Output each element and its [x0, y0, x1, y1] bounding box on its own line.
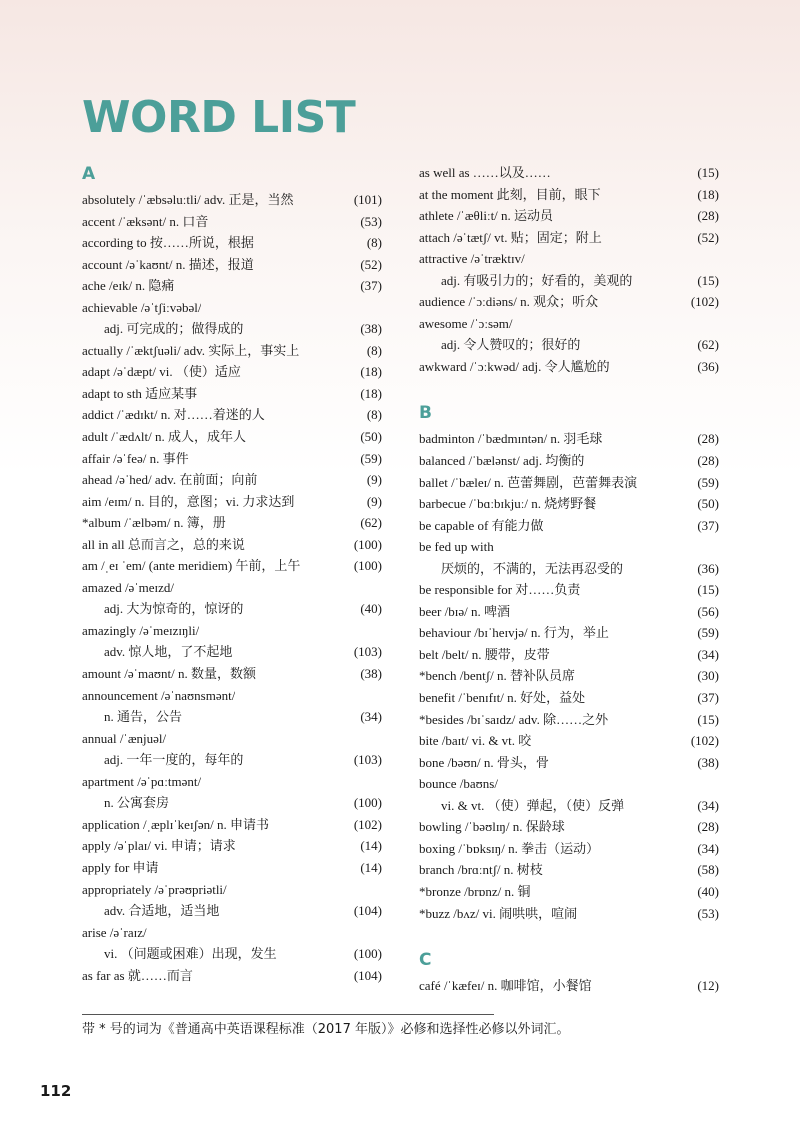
word-entry	[419, 162, 719, 184]
word-entry	[419, 450, 719, 472]
word-entry	[419, 709, 719, 731]
entry-headword-line	[82, 232, 382, 254]
entry-text: account /əˈkaʊnt/ n. 描述，报道	[82, 256, 254, 272]
word-entry	[419, 313, 719, 356]
word-entry	[82, 297, 382, 340]
entry-headword-line	[419, 472, 719, 494]
entry-headword-line	[82, 254, 382, 276]
entry-text: as well as ……以及……	[419, 165, 551, 180]
entry-text: amazingly /əˈmeɪzɪŋli/	[82, 622, 200, 638]
entry-headword-line	[419, 975, 719, 997]
word-entry	[419, 975, 719, 997]
word-entry	[82, 189, 382, 211]
entry-unit-page	[376, 685, 382, 707]
entry-unit-page: (38)	[360, 321, 382, 337]
entry-definition-line	[419, 795, 719, 817]
entry-headword-line	[82, 663, 382, 685]
entry-unit-page	[376, 922, 382, 944]
entry-headword-line	[419, 644, 719, 666]
word-entry	[82, 211, 382, 233]
entry-text: adj. 可完成的；做得成的	[104, 321, 244, 337]
word-entry	[419, 428, 719, 450]
entry-unit-page: (40)	[697, 883, 719, 899]
word-entry	[82, 965, 382, 987]
entry-unit-page: (8)	[366, 407, 382, 423]
entry-unit-page: (30)	[697, 668, 719, 684]
footnote: 带 * 号的词为《普通高中英语课程标准（2017 年版）》必修和选择性必修以外词汇。	[82, 1022, 570, 1037]
entry-definition-line	[82, 706, 382, 728]
entry-headword-line	[82, 275, 382, 297]
entry-unit-page: (59)	[697, 625, 719, 641]
entry-unit-page: (14)	[360, 859, 382, 875]
entry-headword-line	[419, 838, 719, 860]
word-entry	[419, 903, 719, 925]
entry-headword-line	[82, 189, 382, 211]
word-list-column-right	[419, 162, 719, 997]
word-entry	[419, 536, 719, 579]
word-entry	[419, 601, 719, 623]
entry-text: benefit /ˈbenɪfɪt/ n. 好处，益处	[419, 690, 586, 706]
entry-unit-page: (34)	[697, 646, 719, 662]
entry-unit-page: (62)	[697, 337, 719, 353]
entry-headword-line	[82, 879, 382, 901]
entry-text: according to 按……所说，根据	[82, 235, 254, 251]
entry-headword-line	[82, 426, 382, 448]
entry-text: adv. 惊人地，了不起地	[104, 644, 233, 660]
entry-headword-line	[419, 536, 719, 558]
word-entry	[419, 227, 719, 249]
entry-headword-line	[419, 730, 719, 752]
entry-headword-line	[419, 184, 719, 206]
entry-headword-line	[419, 205, 719, 227]
entry-definition-line	[82, 641, 382, 663]
word-entry	[82, 685, 382, 728]
entry-text: bite /baɪt/ vi. & vt. 咬	[419, 733, 532, 749]
entry-text: *buzz /bʌz/ vi. 闹哄哄，喧闹	[419, 905, 578, 921]
entry-definition-line	[419, 270, 719, 292]
entry-unit-page: (59)	[360, 450, 382, 466]
entry-headword-line	[82, 491, 382, 513]
entry-text: adapt to sth 适应某事	[82, 385, 198, 401]
entry-text: annual /ˈænjuəl/	[82, 730, 167, 746]
entry-text: actually /ˈæktʃuəli/ adv. 实际上，事实上	[82, 342, 300, 358]
entry-text: at the moment 此刻，目前，眼下	[419, 186, 601, 202]
entry-headword-line	[419, 881, 719, 903]
word-entry	[419, 644, 719, 666]
entry-unit-page	[713, 536, 719, 558]
entry-headword-line	[82, 835, 382, 857]
entry-text: vi. （问题或困难）出现，发生	[104, 946, 277, 962]
word-entry	[82, 404, 382, 426]
entry-unit-page: (36)	[697, 560, 719, 576]
word-entry	[82, 512, 382, 534]
entry-headword-line	[419, 493, 719, 515]
entry-unit-page: (28)	[697, 208, 719, 224]
entry-definition-line	[82, 318, 382, 340]
entry-text: adj. 令人赞叹的；很好的	[441, 337, 581, 353]
entry-headword-line	[419, 709, 719, 731]
entry-text: boxing /ˈbɒksɪŋ/ n. 拳击（运动）	[419, 840, 600, 856]
entry-unit-page: (100)	[353, 558, 382, 574]
word-entry	[82, 361, 382, 383]
entry-unit-page: (53)	[360, 213, 382, 229]
entry-text: barbecue /ˈbɑːbɪkjuː/ n. 烧烤野餐	[419, 496, 597, 512]
entry-unit-page: (14)	[360, 838, 382, 854]
entry-text: be capable of 有能力做	[419, 517, 544, 533]
entry-unit-page	[376, 771, 382, 793]
entry-headword-line	[419, 313, 719, 335]
word-entry	[419, 515, 719, 537]
entry-headword-line	[82, 404, 382, 426]
word-entry	[82, 254, 382, 276]
entry-definition-line	[82, 598, 382, 620]
entry-headword-line	[419, 859, 719, 881]
entry-unit-page: (58)	[697, 862, 719, 878]
entry-text: branch /brɑːntʃ/ n. 树枝	[419, 862, 543, 878]
entry-unit-page: (28)	[697, 453, 719, 469]
entry-text: balanced /ˈbælənst/ adj. 均衡的	[419, 453, 585, 469]
entry-text: adj. 一年一度的，每年的	[104, 752, 244, 768]
word-entry	[419, 859, 719, 881]
entry-headword-line	[419, 816, 719, 838]
entry-unit-page	[376, 577, 382, 599]
entry-unit-page: (62)	[360, 515, 382, 531]
entry-headword-line	[82, 555, 382, 577]
page-title: WORD LIST	[82, 92, 356, 143]
entry-headword-line	[419, 248, 719, 270]
entry-text: achievable /əˈtʃiːvəbəl/	[82, 299, 202, 315]
entry-headword-line	[419, 291, 719, 313]
word-entry	[419, 291, 719, 313]
entry-text: ache /eɪk/ n. 隐痛	[82, 278, 175, 294]
entry-text: announcement /əˈnaʊnsmənt/	[82, 687, 236, 703]
word-entry	[82, 232, 382, 254]
word-entry	[419, 493, 719, 515]
entry-unit-page: (102)	[353, 816, 382, 832]
word-entry	[419, 622, 719, 644]
entry-unit-page: (9)	[366, 472, 382, 488]
section-letter: A	[82, 164, 96, 184]
entry-headword-line	[82, 857, 382, 879]
entry-headword-line	[419, 579, 719, 601]
entry-text: badminton /ˈbædmɪntən/ n. 羽毛球	[419, 431, 603, 447]
entry-unit-page: (18)	[697, 186, 719, 202]
entry-text: apartment /əˈpɑːtmənt/	[82, 773, 202, 789]
entry-text: adj. 大为惊奇的，惊讶的	[104, 601, 244, 617]
word-entry	[82, 663, 382, 685]
entry-unit-page: (8)	[366, 235, 382, 251]
entry-text: be fed up with	[419, 539, 494, 555]
word-entry	[82, 340, 382, 362]
entry-definition-line	[419, 334, 719, 356]
entry-text: *bench /bentʃ/ n. 替补队员席	[419, 668, 575, 684]
entry-headword-line	[419, 356, 719, 378]
entry-definition-line	[82, 749, 382, 771]
entry-unit-page	[376, 620, 382, 642]
entry-headword-line	[419, 665, 719, 687]
entry-text: bounce /baʊns/	[419, 776, 498, 792]
entry-headword-line	[82, 383, 382, 405]
word-entry	[419, 773, 719, 816]
entry-headword-line	[419, 450, 719, 472]
section-letter: C	[419, 950, 432, 971]
entry-text: addict /ˈædɪkt/ n. 对……着迷的人	[82, 407, 265, 423]
word-entry	[82, 728, 382, 771]
entry-unit-page: (9)	[366, 493, 382, 509]
word-entry	[82, 879, 382, 922]
entry-text: bone /bəʊn/ n. 骨头，骨	[419, 754, 549, 770]
entry-headword-line	[419, 428, 719, 450]
entry-text: amount /əˈmaʊnt/ n. 数量，数额	[82, 666, 256, 682]
entry-text: *besides /bɪˈsaɪdz/ adv. 除……之外	[419, 711, 609, 727]
entry-text: aim /eɪm/ n. 目的，意图；vi. 力求达到	[82, 493, 295, 509]
entry-text: vi. & vt. （使）弹起，（使）反弹	[441, 797, 625, 813]
word-entry	[419, 184, 719, 206]
entry-unit-page	[713, 313, 719, 335]
entry-unit-page: (52)	[360, 256, 382, 272]
word-entry	[419, 752, 719, 774]
word-entry	[82, 577, 382, 620]
entry-text: accent /ˈæksənt/ n. 口音	[82, 213, 209, 229]
entry-definition-line	[82, 943, 382, 965]
entry-headword-line	[419, 622, 719, 644]
word-entry	[419, 816, 719, 838]
word-entry	[82, 383, 382, 405]
entry-text: n. 公寓套房	[104, 795, 170, 811]
entry-unit-page: (56)	[697, 603, 719, 619]
entry-text: awkward /ˈɔːkwəd/ adj. 令人尴尬的	[419, 358, 610, 374]
entry-definition-line	[419, 558, 719, 580]
entry-headword-line	[419, 227, 719, 249]
page-number: 112	[40, 1082, 72, 1100]
entry-unit-page	[713, 248, 719, 270]
entry-unit-page: (37)	[697, 690, 719, 706]
word-entry	[82, 620, 382, 663]
entry-unit-page: (100)	[353, 946, 382, 962]
entry-text: café /ˈkæfeɪ/ n. 咖啡馆，小餐馆	[419, 978, 592, 994]
word-entry	[82, 426, 382, 448]
word-entry	[82, 275, 382, 297]
word-entry	[419, 730, 719, 752]
entry-text: ahead /əˈhed/ adv. 在前面；向前	[82, 472, 258, 488]
word-entry	[82, 555, 382, 577]
word-entry	[82, 448, 382, 470]
entry-text: all in all 总而言之，总的来说	[82, 536, 245, 552]
entry-unit-page: (18)	[360, 385, 382, 401]
entry-text: attractive /əˈtræktɪv/	[419, 251, 525, 267]
entry-headword-line	[82, 771, 382, 793]
entry-unit-page: (18)	[360, 364, 382, 380]
entry-unit-page: (103)	[353, 752, 382, 768]
entry-unit-page: (28)	[697, 819, 719, 835]
entry-text: ballet /ˈbæleɪ/ n. 芭蕾舞剧，芭蕾舞表演	[419, 474, 638, 490]
entry-text: arise /əˈraɪz/	[82, 924, 147, 940]
entry-unit-page: (15)	[697, 711, 719, 727]
entry-text: adapt /əˈdæpt/ vi. （使）适应	[82, 364, 241, 380]
entry-unit-page: (101)	[353, 192, 382, 207]
word-entry	[82, 534, 382, 556]
entry-text: appropriately /əˈprəʊpriətli/	[82, 881, 227, 897]
entry-unit-page: (38)	[697, 754, 719, 770]
entry-text: 厌烦的，不满的，无法再忍受的	[441, 560, 624, 576]
entry-text: adult /ˈædʌlt/ n. 成人，成年人	[82, 429, 246, 445]
entry-unit-page: (40)	[360, 601, 382, 617]
entry-headword-line	[82, 340, 382, 362]
entry-headword-line	[419, 687, 719, 709]
entry-headword-line	[419, 162, 719, 184]
word-entry	[82, 491, 382, 513]
entry-headword-line	[82, 512, 382, 534]
entry-unit-page	[376, 297, 382, 319]
entry-text: awesome /ˈɔːsəm/	[419, 315, 513, 331]
entry-text: *bronze /brɒnz/ n. 铜	[419, 883, 531, 899]
entry-text: as far as 就……而言	[82, 967, 193, 983]
entry-text: n. 通告，公告	[104, 709, 183, 725]
entry-text: *album /ˈælbəm/ n. 簿，册	[82, 515, 226, 531]
entry-text: bowling /ˈbəʊlɪŋ/ n. 保龄球	[419, 819, 565, 835]
entry-unit-page: (28)	[697, 431, 719, 447]
entry-text: absolutely /ˈæbsəluːtli/ adv. 正是，当然	[82, 192, 294, 207]
entry-unit-page: (34)	[360, 709, 382, 725]
entry-unit-page: (102)	[690, 294, 719, 310]
entry-text: athlete /ˈæθliːt/ n. 运动员	[419, 208, 554, 224]
entry-headword-line	[419, 903, 719, 925]
entry-headword-line	[419, 752, 719, 774]
word-entry	[419, 665, 719, 687]
entry-unit-page: (103)	[353, 644, 382, 660]
word-entry	[82, 814, 382, 836]
entry-headword-line	[419, 515, 719, 537]
entry-headword-line	[82, 814, 382, 836]
entry-headword-line	[82, 448, 382, 470]
entry-unit-page	[376, 728, 382, 750]
entry-unit-page: (15)	[697, 165, 719, 180]
entry-text: attach /əˈtætʃ/ vt. 贴；固定；附上	[419, 229, 602, 245]
entry-headword-line	[82, 297, 382, 319]
entry-text: application /ˌæplɪˈkeɪʃən/ n. 申请书	[82, 816, 270, 832]
word-entry	[419, 472, 719, 494]
entry-unit-page: (15)	[697, 582, 719, 598]
entry-text: amazed /əˈmeɪzd/	[82, 579, 175, 595]
word-entry	[82, 857, 382, 879]
word-entry	[82, 835, 382, 857]
entry-headword-line	[82, 577, 382, 599]
word-entry	[419, 356, 719, 378]
entry-unit-page: (52)	[697, 229, 719, 245]
word-entry	[419, 838, 719, 860]
entry-text: audience /ˈɔːdiəns/ n. 观众；听众	[419, 294, 599, 310]
entry-unit-page: (12)	[697, 978, 719, 994]
entry-definition-line	[82, 792, 382, 814]
word-entry	[82, 771, 382, 814]
entry-unit-page: (100)	[353, 795, 382, 811]
entry-unit-page: (100)	[353, 536, 382, 552]
word-entry	[82, 469, 382, 491]
word-entry	[82, 922, 382, 965]
entry-headword-line	[82, 620, 382, 642]
entry-definition-line	[82, 900, 382, 922]
entry-headword-line	[82, 469, 382, 491]
entry-unit-page: (8)	[366, 342, 382, 358]
entry-text: am /ˌeɪ ˈem/ (ante meridiem) 午前，上午	[82, 558, 301, 574]
entry-headword-line	[82, 685, 382, 707]
entry-headword-line	[82, 728, 382, 750]
entry-text: affair /əˈfeə/ n. 事件	[82, 450, 189, 466]
entry-unit-page: (104)	[353, 903, 382, 919]
word-list-column-left	[82, 162, 382, 986]
entry-text: adv. 合适地，适当地	[104, 903, 220, 919]
entry-text: be responsible for 对……负责	[419, 582, 581, 598]
entry-headword-line	[82, 534, 382, 556]
entry-unit-page: (59)	[697, 474, 719, 490]
entry-unit-page: (34)	[697, 797, 719, 813]
entry-unit-page	[376, 879, 382, 901]
entry-headword-line	[82, 965, 382, 987]
word-entry	[419, 687, 719, 709]
entry-text: belt /belt/ n. 腰带，皮带	[419, 646, 550, 662]
entry-unit-page: (34)	[697, 840, 719, 856]
word-entry	[419, 248, 719, 291]
entry-unit-page: (15)	[697, 272, 719, 288]
entry-headword-line	[419, 773, 719, 795]
entry-text: behaviour /bɪˈheɪvjə/ n. 行为，举止	[419, 625, 609, 641]
entry-headword-line	[82, 922, 382, 944]
word-entry	[419, 881, 719, 903]
entry-headword-line	[419, 601, 719, 623]
entry-unit-page: (37)	[697, 517, 719, 533]
entry-unit-page	[713, 773, 719, 795]
entry-unit-page: (50)	[360, 429, 382, 445]
entry-unit-page: (53)	[697, 905, 719, 921]
entry-headword-line	[82, 211, 382, 233]
word-entry	[419, 579, 719, 601]
entry-unit-page: (36)	[697, 358, 719, 374]
entry-text: apply /əˈplaɪ/ vi. 申请；请求	[82, 838, 236, 854]
footnote-divider	[82, 1014, 494, 1015]
entry-unit-page: (104)	[353, 967, 382, 983]
word-entry	[419, 205, 719, 227]
entry-text: apply for 申请	[82, 859, 159, 875]
entry-unit-page: (50)	[697, 496, 719, 512]
entry-unit-page: (38)	[360, 666, 382, 682]
entry-unit-page: (102)	[690, 733, 719, 749]
entry-unit-page: (37)	[360, 278, 382, 294]
entry-text: adj. 有吸引力的；好看的，美观的	[441, 272, 633, 288]
section-letter: B	[419, 403, 432, 424]
entry-headword-line	[82, 361, 382, 383]
entry-text: beer /bɪə/ n. 啤酒	[419, 603, 510, 619]
